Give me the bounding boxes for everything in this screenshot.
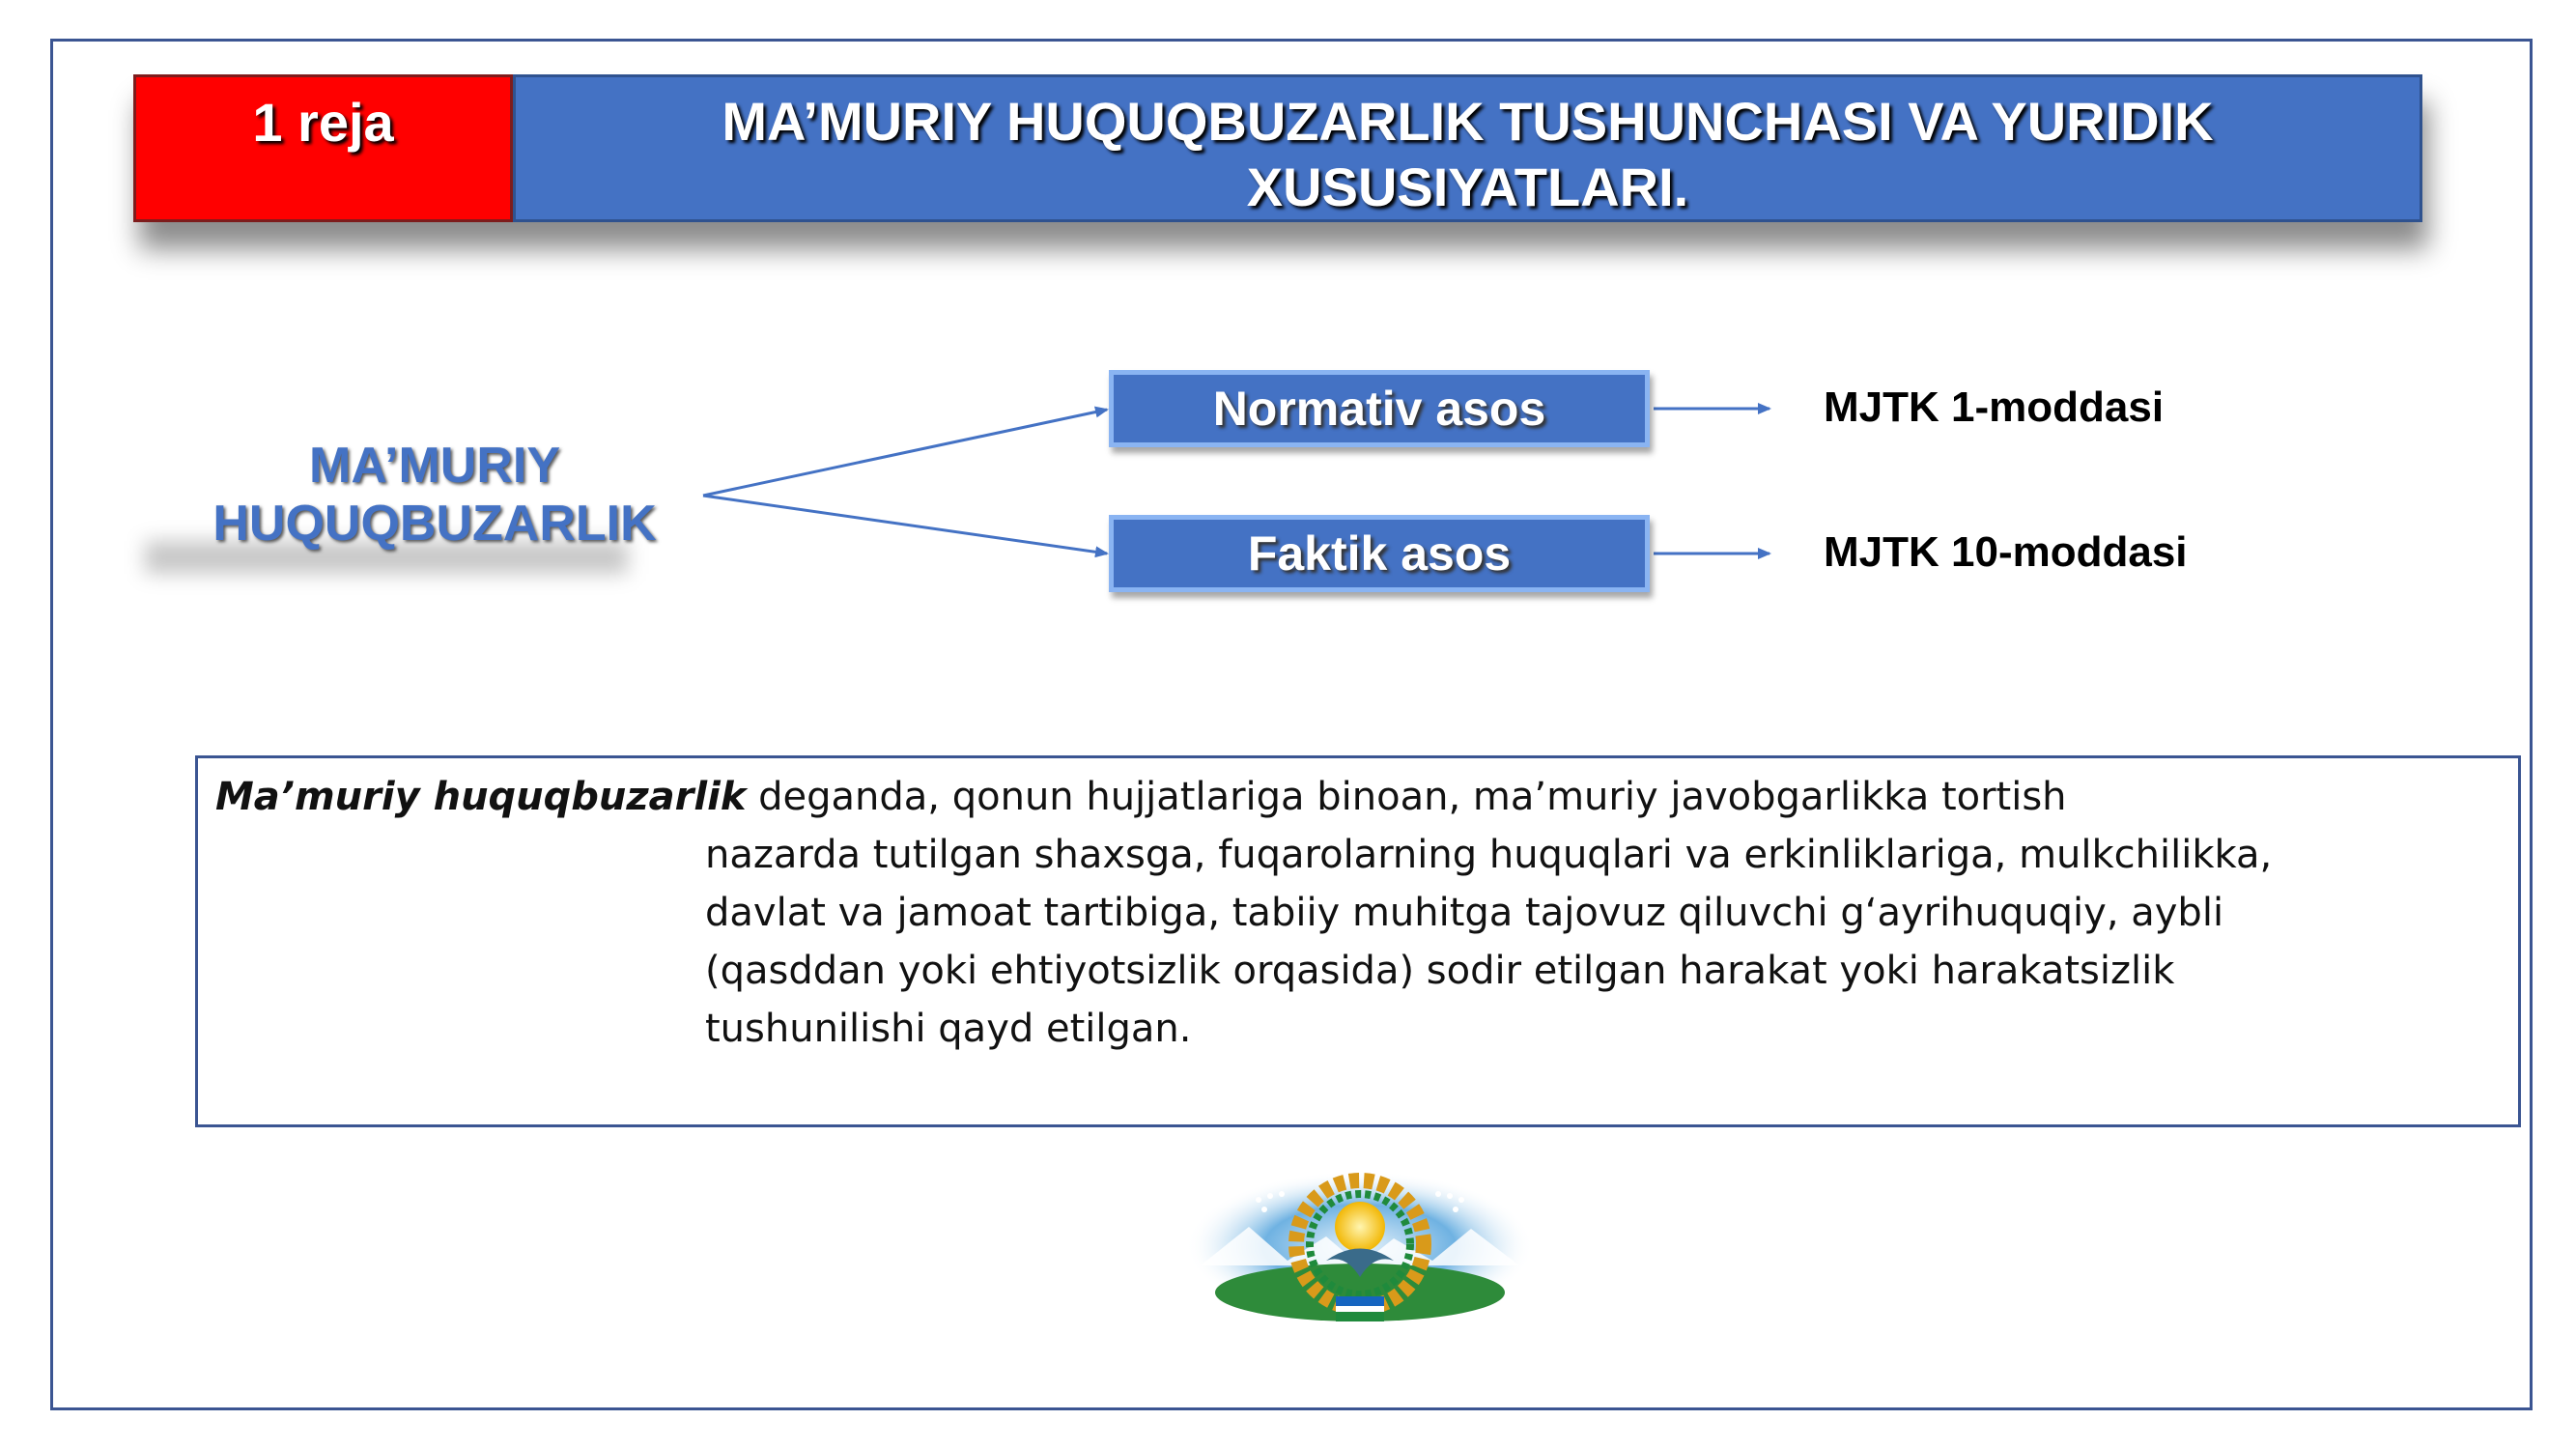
article-reference-1: MJTK 1-moddasi bbox=[1824, 384, 2165, 431]
definition-continuation bbox=[705, 826, 2272, 1058]
emblem-ribbon bbox=[1336, 1296, 1384, 1306]
definition-line-1: nazarda tutilgan shaxsga, fuqarolarning huquqlari va erkinliklariga, mulkchilikka, bbox=[705, 833, 2273, 877]
plan-label: 1 reja bbox=[133, 74, 513, 222]
page-title-line-1: MA’MURIY HUQUQBUZARLIK TUSHUNCHASI VA YURIDIK bbox=[722, 91, 2214, 152]
normativ-basis-box: Normativ asos bbox=[1109, 370, 1650, 447]
definition-line-3: (qasddan yoki ehtiyotsizlik orqasida) sodir etilgan harakat yoki harakatsizlik bbox=[705, 949, 2175, 993]
definition-term: Ma’muriy huquqbuzarlik bbox=[215, 775, 747, 819]
main-term-line-1: MA’MURIY bbox=[309, 438, 560, 494]
header-bar bbox=[133, 74, 2422, 222]
emblem-sun bbox=[1335, 1202, 1385, 1252]
main-term bbox=[164, 437, 705, 553]
definition-line-2: davlat va jamoat tartibiga, tabiiy muhitga tajovuz qiluvchi g‘ayrihuquqiy, aybli bbox=[705, 891, 2224, 935]
main-term-line-2: HUQUQBUZARLIK bbox=[212, 496, 657, 552]
definition-first-line bbox=[215, 768, 2067, 826]
emblem-ribbon-green bbox=[1336, 1312, 1384, 1321]
emblem-ribbon-white bbox=[1336, 1306, 1384, 1312]
faktik-basis-box: Faktik asos bbox=[1109, 515, 1650, 592]
definition-first-line-text: deganda, qonun hujjatlariga binoan, ma’muriy javobgarlikka tortish bbox=[746, 775, 2067, 819]
definition-box bbox=[195, 755, 2521, 1127]
definition-line-4: tushunilishi qayd etilgan. bbox=[705, 1007, 1192, 1051]
article-reference-10: MJTK 10-moddasi bbox=[1824, 528, 2188, 576]
state-emblem-icon bbox=[1181, 1169, 1539, 1333]
page-title-line-2: XUSUSIYATLARI. bbox=[1246, 156, 1689, 217]
page-title bbox=[513, 74, 2422, 222]
